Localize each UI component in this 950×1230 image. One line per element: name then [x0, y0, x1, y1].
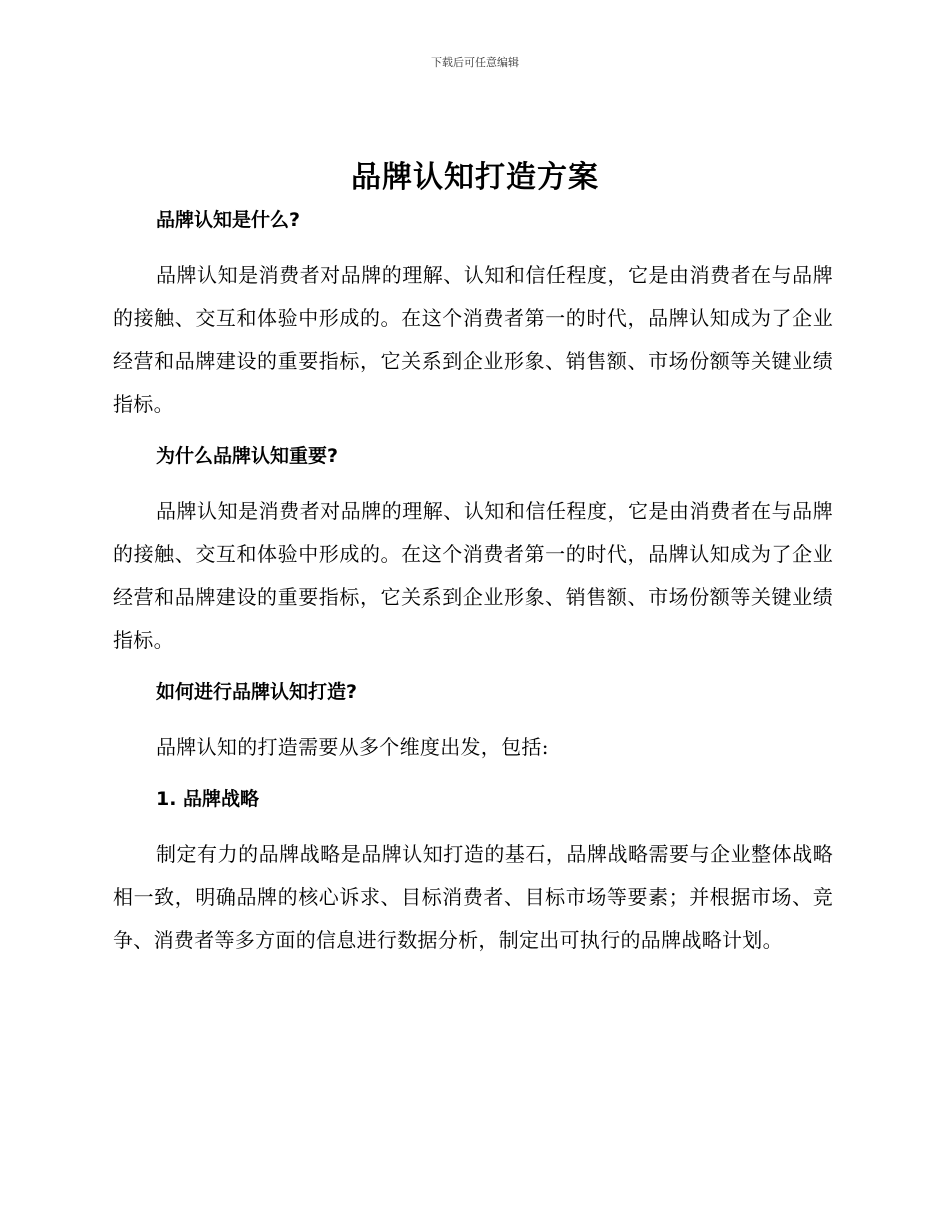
section-heading: 如何进行品牌认知打造?: [156, 681, 358, 703]
section-what-is-brand-awareness: [113, 204, 833, 440]
section-heading: 为什么品牌认知重要?: [156, 445, 339, 467]
document-title: 品牌认知打造方案: [351, 160, 599, 195]
page-header-note: 下载后可任意编辑: [431, 56, 519, 69]
section-why-important: [113, 440, 833, 676]
section-paragraph: 品牌认知是消费者对品牌的理解、认知和信任程度，它是由消费者在与品牌的接触、交互和体验中形成的。在这个消费者第一的时代，品牌认知成为了企业经营和品牌建设的重要指标，它关系到企业形象、销售额、市场份额等关键业绩指标。: [113, 499, 833, 652]
section-how-to-build: [113, 676, 833, 783]
section-paragraph: 品牌认知的打造需要从多个维度出发，包括:: [156, 735, 549, 759]
document-body: [113, 204, 833, 962]
section-brand-strategy: [113, 783, 833, 962]
section-heading: 品牌认知是什么?: [156, 209, 301, 231]
section-paragraph: 制定有力的品牌战略是品牌认知打造的基石，品牌战略需要与企业整体战略相一致，明确品牌的核心诉求、目标消费者、目标市场等要素；并根据市场、竞争、消费者等多方面的信息进行数据分析，制定出可执行的品牌战略计划。: [113, 842, 833, 952]
section-paragraph: 品牌认知是消费者对品牌的理解、认知和信任程度，它是由消费者在与品牌的接触、交互和体验中形成的。在这个消费者第一的时代，品牌认知成为了企业经营和品牌建设的重要指标，它关系到企业形象、销售额、市场份额等关键业绩指标。: [113, 263, 833, 416]
section-heading: 1. 品牌战略: [156, 788, 260, 810]
